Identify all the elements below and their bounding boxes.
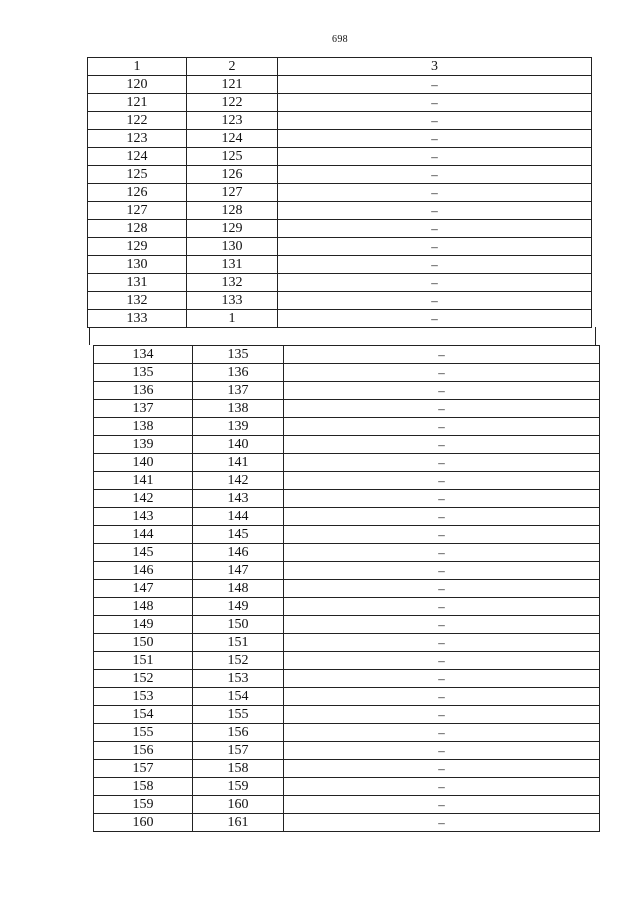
table-row	[94, 634, 600, 652]
table-cell-col-2: 160	[193, 796, 284, 814]
table-row	[94, 526, 600, 544]
table-cell-col-1: 145	[94, 544, 193, 562]
table-cell-col-3: –	[284, 688, 600, 706]
table-cell-col-1: 137	[94, 400, 193, 418]
table-row	[88, 256, 592, 274]
table-cell-col-2: 121	[187, 76, 278, 94]
table-row	[94, 706, 600, 724]
table-cell-col-2: 152	[193, 652, 284, 670]
table-cell-col-2: 151	[193, 634, 284, 652]
table-cell-col-1: 158	[94, 778, 193, 796]
table-cell-col-2: 147	[193, 562, 284, 580]
table-row	[88, 238, 592, 256]
table-row	[94, 724, 600, 742]
table-cell-col-3: –	[284, 580, 600, 598]
table-cell-col-3: –	[278, 166, 592, 184]
table-cell-col-1: 131	[88, 274, 187, 292]
table-cell-col-3: –	[284, 436, 600, 454]
table-cell-col-1: 129	[88, 238, 187, 256]
table-cell-col-1: 120	[88, 76, 187, 94]
data-table-bottom	[93, 345, 600, 832]
table-cell-col-1: 123	[88, 130, 187, 148]
table-row	[94, 760, 600, 778]
page-number: 698	[332, 34, 348, 45]
table-cell-col-2: 146	[193, 544, 284, 562]
table-cell-col-3: –	[284, 598, 600, 616]
table-cell-col-1: 126	[88, 184, 187, 202]
table-cell-col-3: –	[278, 130, 592, 148]
table-cell-col-3: –	[278, 112, 592, 130]
table-cell-col-3: –	[284, 652, 600, 670]
table-cell-col-2: 144	[193, 508, 284, 526]
table-row	[88, 310, 592, 328]
table-cell-col-3: –	[284, 472, 600, 490]
table-cell-col-3: –	[284, 796, 600, 814]
table-row	[88, 184, 592, 202]
table-cell-col-1: 146	[94, 562, 193, 580]
table-cell-col-1: 140	[94, 454, 193, 472]
table-cell-col-2: 127	[187, 184, 278, 202]
table-row	[94, 400, 600, 418]
table-cell-col-1: 160	[94, 814, 193, 832]
table-cell-col-1: 149	[94, 616, 193, 634]
table-row	[88, 76, 592, 94]
table-row	[94, 508, 600, 526]
table-cell-col-2: 154	[193, 688, 284, 706]
table-cell-col-2: 156	[193, 724, 284, 742]
table-cell-col-2: 161	[193, 814, 284, 832]
table-row	[94, 688, 600, 706]
column-header-1: 1	[88, 58, 187, 76]
table-cell-col-3: –	[284, 508, 600, 526]
table-cell-col-2: 137	[193, 382, 284, 400]
table-cell-col-1: 136	[94, 382, 193, 400]
table-cell-col-1: 154	[94, 706, 193, 724]
table-cell-col-1: 148	[94, 598, 193, 616]
table-cell-col-1: 127	[88, 202, 187, 220]
table-cell-col-1: 121	[88, 94, 187, 112]
table-cell-col-2: 131	[187, 256, 278, 274]
table-cell-col-2: 150	[193, 616, 284, 634]
column-header-2: 2	[187, 58, 278, 76]
table-cell-col-2: 153	[193, 670, 284, 688]
table-row	[88, 202, 592, 220]
table-cell-col-1: 138	[94, 418, 193, 436]
table-row	[88, 220, 592, 238]
table-cell-col-2: 126	[187, 166, 278, 184]
data-table-top	[87, 57, 592, 328]
table-cell-col-2: 124	[187, 130, 278, 148]
table-cell-col-2: 140	[193, 436, 284, 454]
table-row	[94, 454, 600, 472]
table-cell-col-1: 151	[94, 652, 193, 670]
table-cell-col-2: 155	[193, 706, 284, 724]
table-cell-col-2: 142	[193, 472, 284, 490]
table-row	[88, 274, 592, 292]
table-cell-col-3: –	[284, 634, 600, 652]
table-cell-col-2: 149	[193, 598, 284, 616]
table-cell-col-3: –	[284, 814, 600, 832]
table-row	[94, 364, 600, 382]
table-cell-col-1: 139	[94, 436, 193, 454]
table-cell-col-1: 147	[94, 580, 193, 598]
table-cell-col-1: 132	[88, 292, 187, 310]
table-row	[88, 148, 592, 166]
table-cell-col-1: 156	[94, 742, 193, 760]
table-row	[94, 346, 600, 364]
table-row	[94, 598, 600, 616]
table-row	[88, 112, 592, 130]
table-row	[88, 94, 592, 112]
table-cell-col-1: 153	[94, 688, 193, 706]
table-cell-col-1: 141	[94, 472, 193, 490]
table-cell-col-3: –	[278, 76, 592, 94]
table-row	[94, 562, 600, 580]
table-cell-col-1: 143	[94, 508, 193, 526]
table-cell-col-2: 158	[193, 760, 284, 778]
table-cell-col-3: –	[284, 490, 600, 508]
table-cell-col-1: 130	[88, 256, 187, 274]
table-row	[94, 490, 600, 508]
table-cell-col-3: –	[284, 454, 600, 472]
table-cell-col-3: –	[284, 562, 600, 580]
table-cell-col-2: 129	[187, 220, 278, 238]
table-cell-col-1: 133	[88, 310, 187, 328]
table-row	[94, 796, 600, 814]
table-cell-col-3: –	[284, 724, 600, 742]
table-cell-col-3: –	[278, 256, 592, 274]
table-row	[94, 670, 600, 688]
table-cell-col-1: 159	[94, 796, 193, 814]
table-row	[94, 382, 600, 400]
table-cell-col-2: 139	[193, 418, 284, 436]
table-cell-col-1: 150	[94, 634, 193, 652]
table-cell-col-3: –	[284, 400, 600, 418]
table-row	[94, 472, 600, 490]
table-cell-col-3: –	[278, 94, 592, 112]
table-cell-col-1: 134	[94, 346, 193, 364]
table-cell-col-2: 135	[193, 346, 284, 364]
table-cell-col-3: –	[278, 148, 592, 166]
table-cell-col-1: 157	[94, 760, 193, 778]
table-cell-col-1: 122	[88, 112, 187, 130]
table-cell-col-2: 143	[193, 490, 284, 508]
table-cell-col-3: –	[278, 184, 592, 202]
table-cell-col-3: –	[284, 544, 600, 562]
table-cell-col-1: 128	[88, 220, 187, 238]
table-cell-col-3: –	[284, 346, 600, 364]
table-cell-col-2: 159	[193, 778, 284, 796]
table-row	[94, 418, 600, 436]
table-cell-col-3: –	[284, 760, 600, 778]
table-cell-col-3: –	[284, 364, 600, 382]
table-header-row	[88, 58, 592, 76]
table-row	[88, 166, 592, 184]
table-cell-col-1: 125	[88, 166, 187, 184]
table-cell-col-3: –	[278, 310, 592, 328]
table-cell-col-1: 144	[94, 526, 193, 544]
table-cell-col-1: 142	[94, 490, 193, 508]
table-cell-col-1: 124	[88, 148, 187, 166]
table-row	[94, 616, 600, 634]
table-cell-col-2: 145	[193, 526, 284, 544]
table-cell-col-3: –	[278, 220, 592, 238]
table-cell-col-2: 130	[187, 238, 278, 256]
table-row	[88, 130, 592, 148]
table-cell-col-3: –	[284, 670, 600, 688]
table-cell-col-2: 136	[193, 364, 284, 382]
table-cell-col-3: –	[278, 292, 592, 310]
column-header-3: 3	[278, 58, 592, 76]
table-row	[88, 292, 592, 310]
table-cell-col-3: –	[284, 382, 600, 400]
table-cell-col-3: –	[278, 202, 592, 220]
table-cell-col-3: –	[278, 238, 592, 256]
table-row	[94, 814, 600, 832]
table-cell-col-3: –	[284, 778, 600, 796]
table-cell-col-2: 1	[187, 310, 278, 328]
table-cell-col-2: 125	[187, 148, 278, 166]
table-cell-col-2: 138	[193, 400, 284, 418]
table-section-separator	[89, 327, 596, 345]
table-row	[94, 436, 600, 454]
table-cell-col-2: 157	[193, 742, 284, 760]
table-cell-col-2: 128	[187, 202, 278, 220]
table-cell-col-3: –	[284, 418, 600, 436]
table-row	[94, 778, 600, 796]
table-cell-col-1: 152	[94, 670, 193, 688]
table-cell-col-3: –	[284, 742, 600, 760]
table-row	[94, 544, 600, 562]
table-cell-col-3: –	[284, 526, 600, 544]
table-cell-col-2: 122	[187, 94, 278, 112]
table-cell-col-2: 132	[187, 274, 278, 292]
table-row	[94, 742, 600, 760]
table-cell-col-2: 133	[187, 292, 278, 310]
table-cell-col-3: –	[284, 616, 600, 634]
table-cell-col-3: –	[284, 706, 600, 724]
table-cell-col-3: –	[278, 274, 592, 292]
table-row	[94, 652, 600, 670]
table-cell-col-2: 123	[187, 112, 278, 130]
table-cell-col-1: 135	[94, 364, 193, 382]
table-cell-col-2: 141	[193, 454, 284, 472]
table-cell-col-2: 148	[193, 580, 284, 598]
table-row	[94, 580, 600, 598]
table-cell-col-1: 155	[94, 724, 193, 742]
